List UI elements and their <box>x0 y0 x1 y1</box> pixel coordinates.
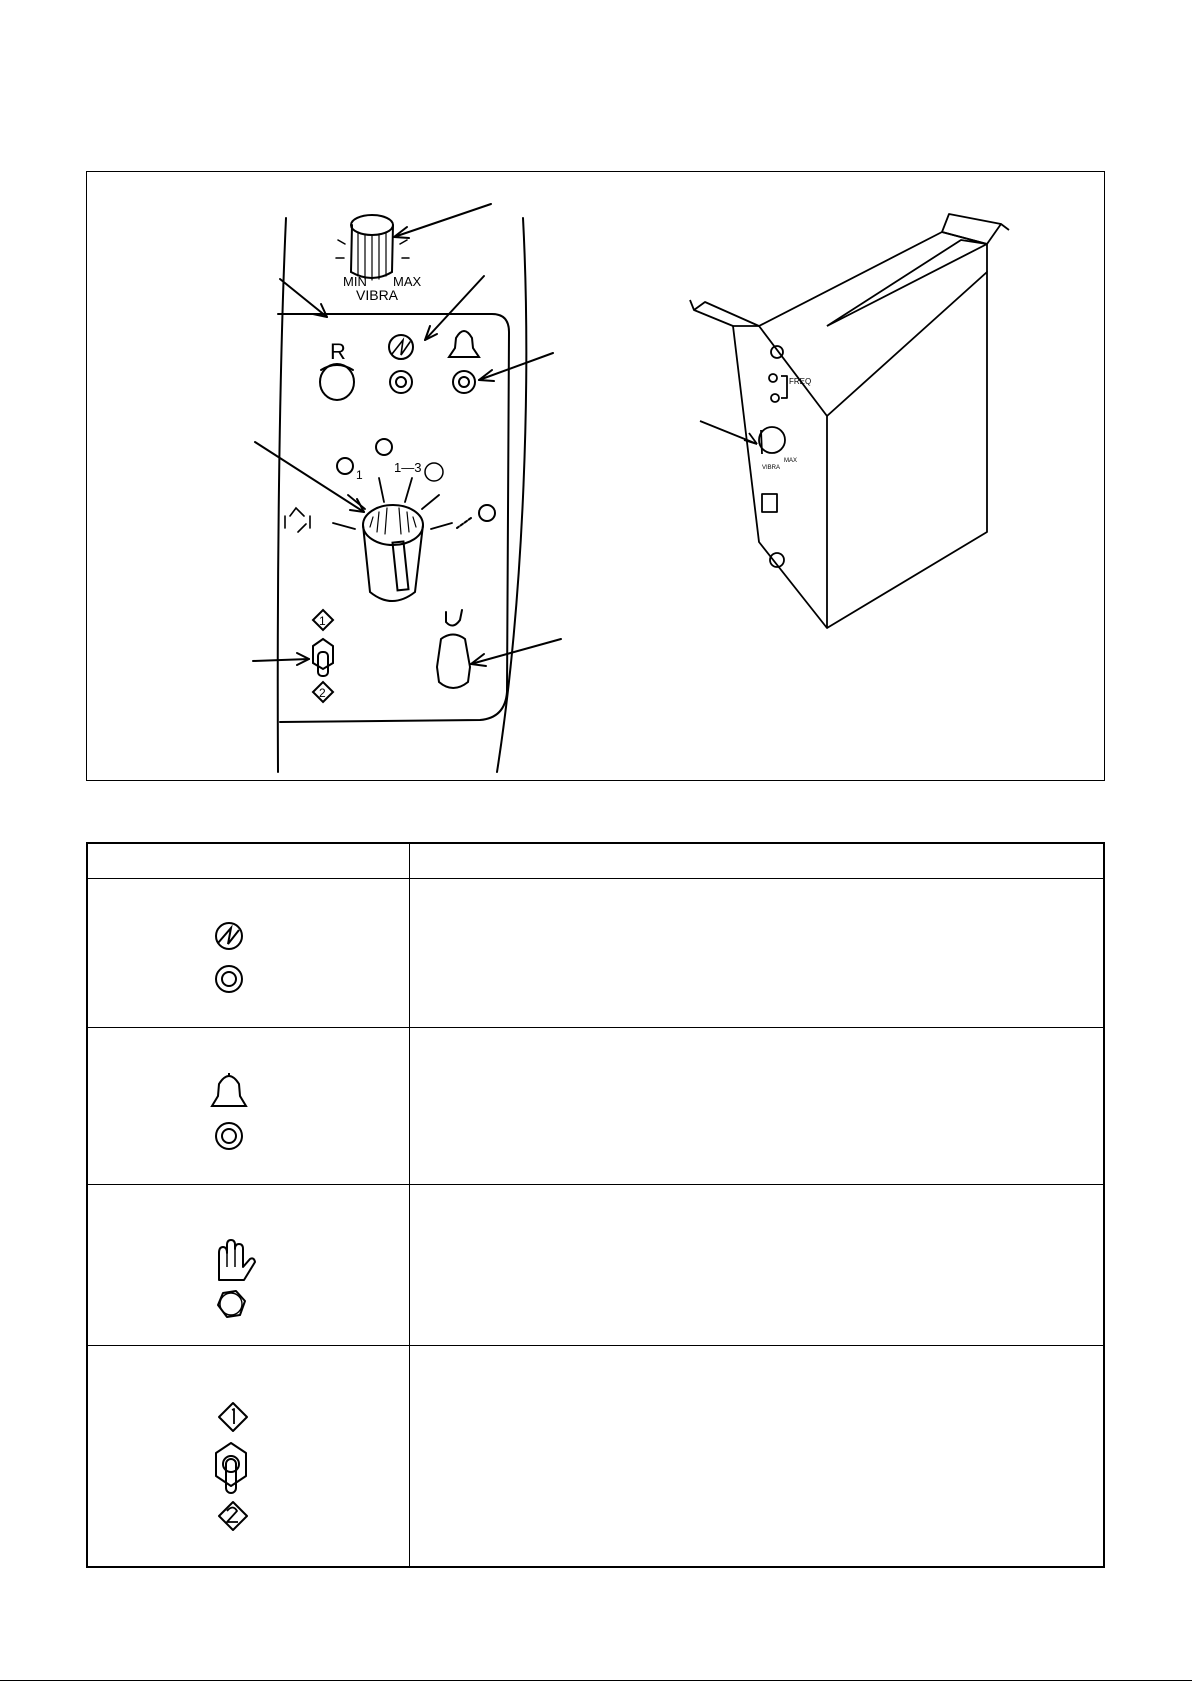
table-row <box>88 1028 409 1184</box>
vibra-max-label: MAX <box>393 274 422 289</box>
table-row <box>88 879 409 1027</box>
vibra-min-label: MIN <box>343 274 367 289</box>
table-row <box>88 1185 409 1345</box>
figure-labels <box>319 274 422 700</box>
page-bottom-rule <box>0 1680 1192 1681</box>
switch-label-2: 2 <box>319 686 326 700</box>
reset-label: R <box>330 339 346 364</box>
figure-panel <box>86 171 1105 781</box>
control-panel-illustration <box>87 172 1106 782</box>
toggle-switch-1-2-icon <box>88 1346 409 1566</box>
table-row-description <box>409 1346 1103 1566</box>
switch-label-1: 1 <box>319 614 326 628</box>
table-row-description <box>409 1185 1103 1345</box>
table-header-symbol <box>88 844 409 878</box>
power-lamp-icon <box>88 879 409 1027</box>
function-table <box>86 842 1105 1568</box>
hand-stop-button-icon <box>88 1185 409 1345</box>
vibra-label: VIBRA <box>356 287 399 303</box>
table-row-description <box>409 1028 1103 1184</box>
box-freq-label: FREQ <box>789 377 812 386</box>
table-row-description <box>409 879 1103 1027</box>
box-max-label: MAX <box>784 458 798 464</box>
alarm-bell-lamp-icon <box>88 1028 409 1184</box>
table-header-description <box>409 844 1103 878</box>
box-vibra-label: VIBRA <box>762 465 781 471</box>
selector-label-1: 1 <box>356 468 363 482</box>
selector-label-1-3: 1—3 <box>394 460 422 475</box>
table-row <box>88 1346 409 1566</box>
